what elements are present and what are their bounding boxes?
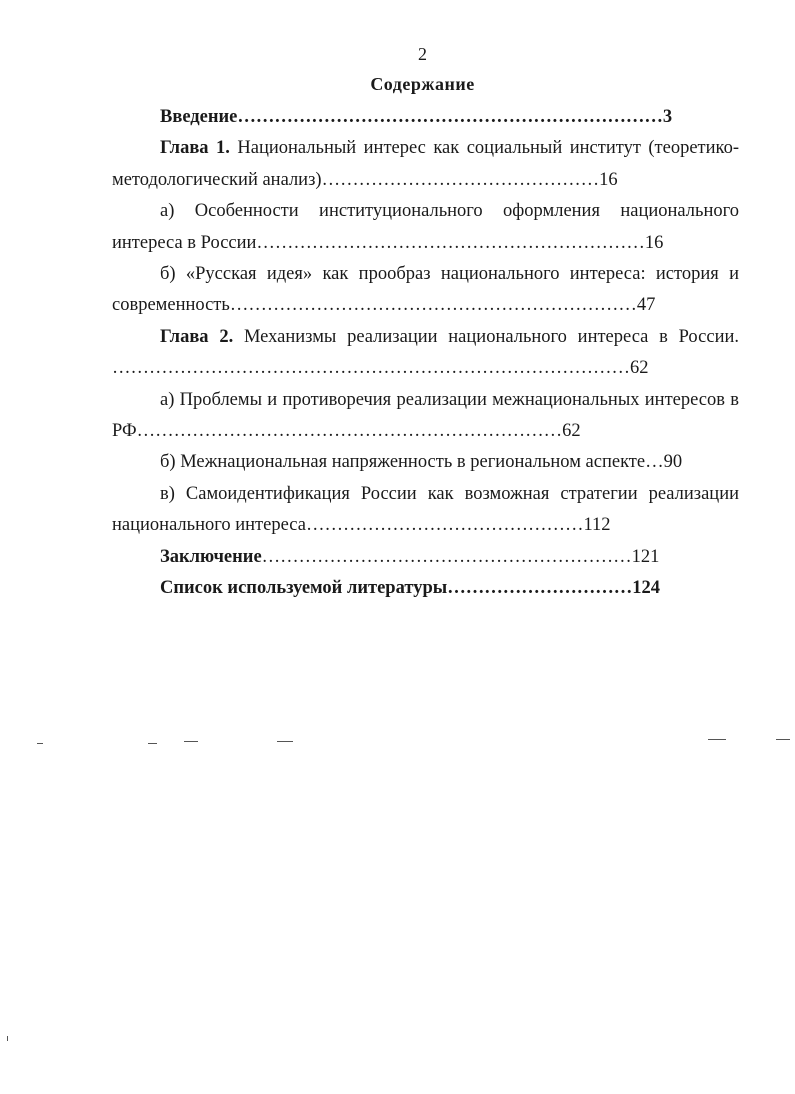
toc-entry-text: Проблемы и противоречия реализации межнациональных интересов в РФ — [112, 389, 739, 442]
toc-entry-text: Межнациональная напряженность в региональном аспекте — [175, 452, 646, 473]
toc-entry-dots: ………………………………………………………………………… — [112, 358, 630, 379]
toc-entry-1a[interactable] — [112, 196, 739, 259]
scan-artifact — [148, 743, 157, 744]
toc-entry-text: Самоидентификация России как возможная стратегии реализации национального интереса — [112, 483, 739, 536]
toc-entry-lead: Глава 1. — [160, 138, 230, 159]
toc-entry-lead: Заключение — [160, 546, 262, 567]
scan-artifact — [708, 739, 726, 740]
toc-entry-2a[interactable] — [112, 385, 739, 448]
toc-entry-2b[interactable] — [112, 447, 739, 478]
table-of-contents — [112, 102, 739, 605]
toc-entry-conclusion[interactable] — [112, 542, 739, 573]
toc-entry-dots: ……………………………………………………… — [256, 232, 645, 253]
toc-entry-2c[interactable] — [112, 479, 739, 542]
scan-artifact — [184, 741, 198, 742]
toc-entry-text: Национальный интерес как социальный институт (теоретико-методологический анализ) — [112, 138, 739, 190]
toc-entry-lead: в) — [160, 483, 175, 504]
toc-entry-references[interactable] — [112, 573, 739, 604]
toc-entry-page: 3 — [662, 107, 673, 127]
toc-entry-lead: Введение — [160, 107, 238, 127]
scan-artifact — [7, 1036, 8, 1041]
toc-entry-lead: Список используемой литературы — [160, 578, 448, 599]
toc-entry-text: Механизмы реализации национального интереса в России. — [233, 326, 739, 347]
toc-entry-dots: …………………………………………………………… — [136, 421, 563, 442]
toc-entry-1b[interactable] — [112, 259, 739, 322]
toc-entry-lead: Глава 2. — [160, 326, 234, 347]
toc-entry-dots: ……………………………………… — [321, 169, 600, 190]
toc-entry-page: 124 — [632, 578, 660, 599]
toc-entry-chapter-1[interactable] — [112, 133, 739, 196]
toc-entry-dots: …………………………………………………………… — [237, 107, 663, 127]
toc-entry-page: 112 — [583, 515, 611, 536]
toc-entry-page: 62 — [562, 421, 581, 442]
toc-entry-lead: а) — [160, 389, 175, 410]
toc-entry-lead: б) — [160, 264, 176, 285]
toc-entry-page: 62 — [630, 358, 649, 379]
toc-entry-dots: …………………………………………………… — [261, 546, 632, 567]
toc-entry-page: 16 — [599, 169, 618, 190]
toc-entry-dots: ………………………… — [447, 578, 633, 599]
toc-entry-lead: б) — [160, 452, 176, 473]
page-title: Содержание — [370, 74, 475, 94]
toc-entry-page: 121 — [631, 546, 660, 567]
scan-artifact — [277, 741, 293, 742]
page-number: 2 — [418, 44, 427, 64]
toc-entry-introduction[interactable] — [112, 102, 739, 133]
toc-entry-text: Особенности институционального оформления национального интереса в России — [112, 201, 739, 253]
toc-entry-dots: ………………………………………………………… — [229, 295, 637, 316]
toc-entry-dots: … — [645, 452, 664, 473]
toc-entry-page: 47 — [636, 295, 656, 316]
toc-entry-page: 16 — [644, 232, 664, 253]
scan-artifact — [776, 739, 790, 740]
scan-artifact — [37, 743, 43, 744]
toc-entry-dots: ……………………………………… — [305, 515, 584, 536]
toc-entry-chapter-2[interactable] — [112, 322, 739, 385]
toc-entry-lead: а) — [160, 201, 175, 222]
toc-entry-text: «Русская идея» как прообраз национального интереса: история и современность — [112, 264, 739, 316]
toc-entry-page: 90 — [663, 452, 683, 473]
